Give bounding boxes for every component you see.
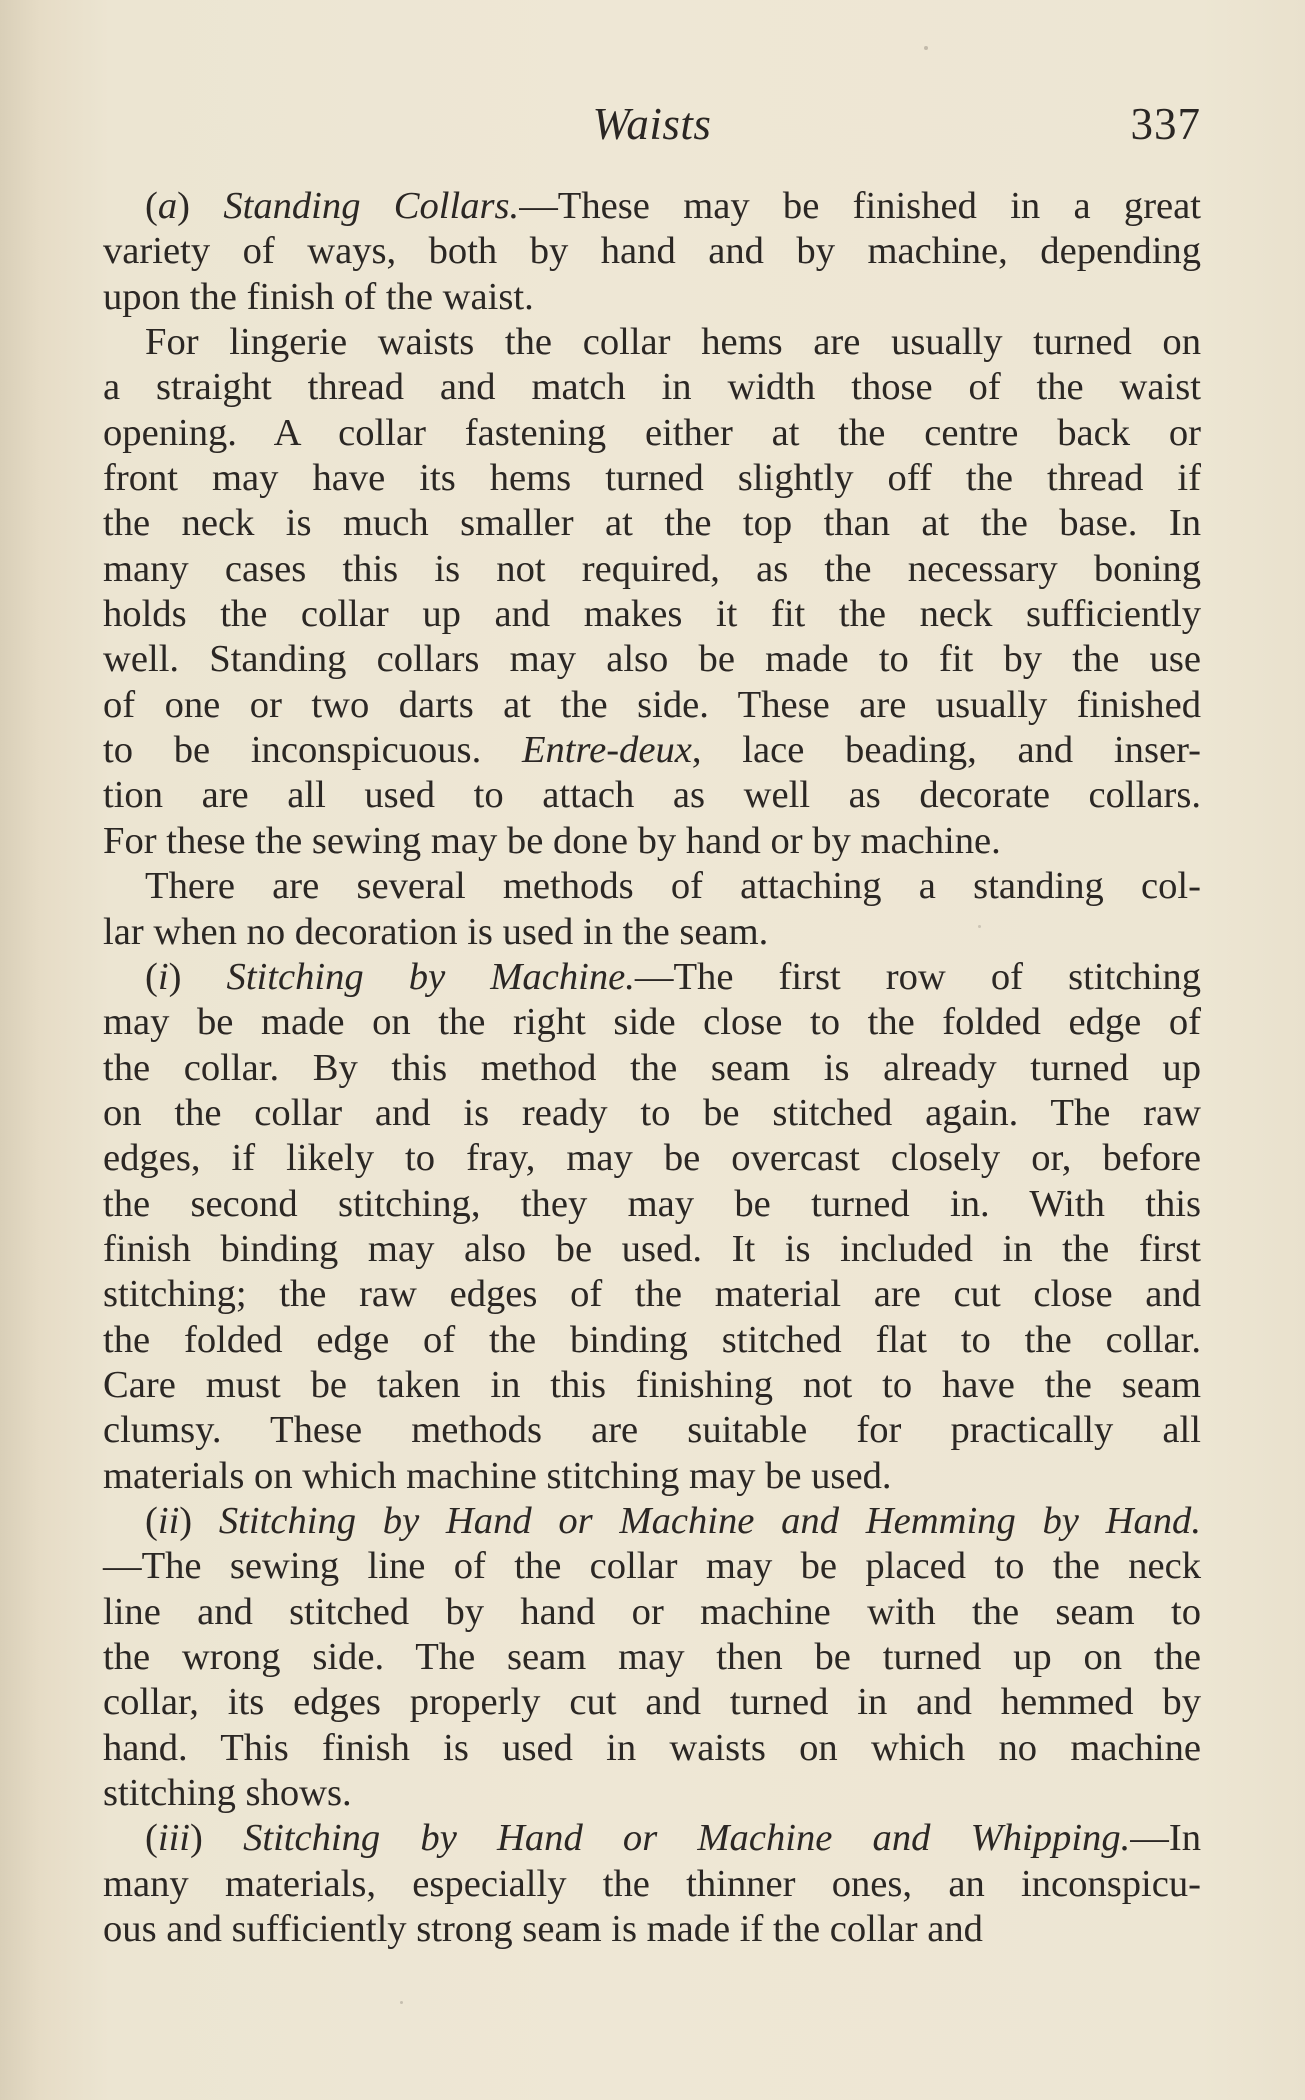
text-run: —In xyxy=(1130,1817,1201,1860)
text-line xyxy=(103,1182,1201,1227)
text-run: line and stitched by hand or machine with the seam to xyxy=(103,1590,1201,1633)
text-line xyxy=(103,1000,1201,1045)
text-line xyxy=(103,1454,1201,1499)
text-line xyxy=(103,1408,1201,1453)
paragraph xyxy=(103,955,1201,1499)
text-line xyxy=(103,1816,1201,1861)
italic-run: ii xyxy=(157,1499,180,1542)
text-run: ( xyxy=(145,955,158,998)
text-run: opening. A collar fastening either at the centre back or xyxy=(103,411,1201,454)
text-run: For these the sewing may be done by hand or by machine. xyxy=(103,819,1001,862)
italic-run: Stitching by Hand or Machine and Hemming by Hand. xyxy=(218,1499,1201,1542)
text-run: ( xyxy=(145,1499,158,1542)
text-line xyxy=(103,819,1201,864)
text-run: variety of ways, both by hand and by machine, depending xyxy=(103,230,1201,273)
text-line xyxy=(103,637,1201,682)
text-run: collar, its edges properly cut and turned in and hemmed by xyxy=(103,1681,1201,1724)
body-text xyxy=(103,184,1201,1952)
text-run: on the collar and is ready to be stitched again. The raw xyxy=(103,1091,1201,1134)
text-run: to be inconspicuous. xyxy=(103,729,522,772)
text-run: There are several methods of attaching a standing col- xyxy=(145,865,1201,908)
paragraph xyxy=(103,184,1201,320)
text-line xyxy=(103,1272,1201,1317)
text-line xyxy=(103,1680,1201,1725)
text-run: many materials, especially the thinner ones, an inconspicu- xyxy=(103,1862,1201,1905)
text-run: the second stitching, they may be turned in. With this xyxy=(103,1182,1201,1225)
text-run: ) xyxy=(168,955,227,998)
text-line xyxy=(103,547,1201,592)
text-run: ( xyxy=(145,185,158,227)
text-line xyxy=(103,275,1201,320)
italic-run: Entre-deux xyxy=(521,729,692,772)
paragraph xyxy=(103,864,1201,955)
text-run: hand. This finish is used in waists on which no machine xyxy=(103,1726,1201,1769)
page-number: 337 xyxy=(1130,99,1201,149)
text-run: —The sewing line of the collar may be placed to the neck xyxy=(103,1545,1201,1588)
text-run: ous and sufficiently strong seam is made if the collar and xyxy=(103,1908,983,1951)
italic-run: a xyxy=(157,185,178,227)
text-run: a straight thread and match in width those of the waist xyxy=(103,366,1201,409)
text-run: the wrong side. The seam may then be turned up on the xyxy=(103,1636,1201,1678)
text-line xyxy=(103,320,1201,365)
text-line xyxy=(103,456,1201,501)
text-line xyxy=(103,1363,1201,1408)
text-run: Care must be taken in this finishing not to have the seam xyxy=(103,1363,1201,1406)
italic-run: Standing Collars. xyxy=(223,185,520,227)
text-run: the collar. By this method the seam is already turned up xyxy=(103,1046,1201,1089)
text-run: tion are all used to attach as well as decorate collars. xyxy=(103,774,1201,817)
text-line xyxy=(103,501,1201,546)
text-run: ( xyxy=(145,1817,158,1860)
text-run: For lingerie waists the collar hems are usually turned on xyxy=(145,321,1201,364)
text-line xyxy=(103,184,1201,229)
text-line xyxy=(103,1544,1201,1589)
text-line xyxy=(103,683,1201,728)
paper-speck xyxy=(400,2001,403,2004)
paragraph xyxy=(103,320,1201,864)
text-run: of one or two darts at the side. These are usually finished xyxy=(103,683,1201,726)
text-line xyxy=(103,1091,1201,1136)
italic-run: iii xyxy=(157,1817,191,1860)
text-run: well. Standing collars may also be made to fit by the use xyxy=(103,638,1201,681)
text-run: edges, if likely to fray, may be overcast closely or, before xyxy=(103,1137,1201,1180)
italic-run: Stitching by Hand or Machine and Whipping. xyxy=(243,1817,1131,1860)
text-run: may be made on the right side close to the folded edge of xyxy=(103,1001,1201,1044)
text-run: front may have its hems turned slightly off the thread if xyxy=(103,457,1201,500)
text-line xyxy=(103,955,1201,1000)
text-line xyxy=(103,411,1201,456)
paper-speck xyxy=(924,46,928,50)
text-line xyxy=(103,229,1201,274)
text-run: ) xyxy=(190,1817,244,1860)
text-line xyxy=(103,365,1201,410)
text-line xyxy=(103,1862,1201,1907)
text-run: stitching; the raw edges of the material are cut close and xyxy=(103,1273,1201,1316)
text-run: , lace beading, and inser- xyxy=(691,729,1201,772)
text-run: many cases this is not required, as the necessary boning xyxy=(103,547,1201,590)
text-line xyxy=(103,910,1201,955)
text-line xyxy=(103,864,1201,909)
text-line xyxy=(103,1227,1201,1272)
text-line xyxy=(103,1635,1201,1680)
italic-run: Stitching by Machine. xyxy=(226,955,635,998)
text-run: finish binding may also be used. It is included in the first xyxy=(103,1227,1201,1270)
chapter-title: Waists xyxy=(592,99,712,149)
text-run: stitching shows. xyxy=(103,1772,352,1815)
italic-run: i xyxy=(157,955,169,998)
text-run: ) xyxy=(177,185,224,227)
text-run: holds the collar up and makes it fit the neck sufficiently xyxy=(103,593,1201,636)
text-line xyxy=(103,1318,1201,1363)
text-line xyxy=(103,1907,1201,1952)
text-line xyxy=(103,592,1201,637)
text-run: the folded edge of the binding stitched flat to the collar. xyxy=(103,1318,1201,1361)
text-run: materials on which machine stitching may be used. xyxy=(103,1454,892,1497)
text-line xyxy=(103,1771,1201,1816)
text-line xyxy=(103,773,1201,818)
text-line xyxy=(103,1046,1201,1091)
text-line xyxy=(103,1726,1201,1771)
text-run: —The first row of stitching xyxy=(634,955,1201,998)
paper-speck xyxy=(978,925,981,928)
paragraph xyxy=(103,1499,1201,1816)
text-line xyxy=(103,1136,1201,1181)
text-line xyxy=(103,1499,1201,1544)
running-head xyxy=(103,96,1201,152)
text-run: upon the finish of the waist. xyxy=(103,275,534,318)
text-run: the neck is much smaller at the top than at the base. In xyxy=(103,502,1201,545)
paragraph xyxy=(103,1816,1201,1952)
text-run: ) xyxy=(179,1499,219,1542)
text-line xyxy=(103,728,1201,773)
text-run: clumsy. These methods are suitable for practically all xyxy=(103,1409,1201,1452)
text-run: lar when no decoration is used in the seam. xyxy=(103,910,769,953)
text-line xyxy=(103,1590,1201,1635)
text-run: —These may be finished in a great xyxy=(519,185,1202,227)
